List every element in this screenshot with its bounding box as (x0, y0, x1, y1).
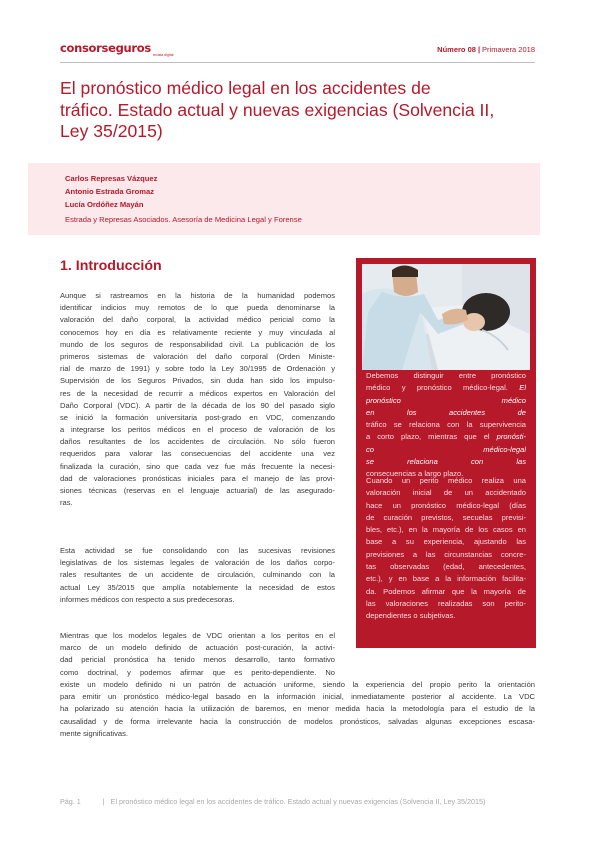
highlight-line: tas observadas (edad, antecedentes, (366, 562, 526, 572)
highlight-line (366, 382, 526, 394)
highlight-line: base a su experiencia, ajustando las (366, 537, 526, 547)
paragraph-intro-2 (60, 545, 335, 606)
title-line: Ley 35/2015) (60, 121, 163, 141)
text-line: identificar indicios muy remotos de lo que pueda denominarse la (60, 303, 335, 313)
text-line: Supervisión de los Seguros Privados, sin duda han sido los impulso- (60, 376, 335, 386)
highlight-line: de curación previstos, secuelas previsi- (366, 512, 526, 522)
text-line: para emitir un pronóstico médico-legal basado en la información inicial, inmediatamente posterior al accidente. La VDC (60, 692, 535, 702)
logo-subtext: revista digital (153, 53, 174, 57)
highlight-emphasis: se relaciona con las (366, 457, 526, 467)
text-line: dad de valoraciones pronósticas iniciales para el manejo de las provi- (60, 473, 335, 483)
text-line: primeros sistemas de valoración del daño corporal (Orden Ministe- (60, 351, 335, 361)
highlight-paragraph-2 (366, 475, 526, 623)
page-number: Pág. 1 (60, 797, 81, 806)
author-name: Carlos Represas Vázquez (65, 174, 158, 183)
section-heading: 1. Introducción (60, 258, 162, 274)
highlight-emphasis: co médico-legal (366, 444, 526, 454)
text-line: Mientras que los modelos legales de VDC orientan a los peritos en el (60, 631, 335, 640)
footer-separator: | (102, 797, 105, 806)
highlight-text: médico y pronóstico médico-legal. (366, 383, 520, 393)
highlight-text: consecuencias a largo plazo. (366, 469, 464, 479)
highlight-emphasis: pronóstico médico (366, 395, 526, 405)
text-line: a integrarse los peritos médicos en el proceso de valoración de los (60, 425, 335, 435)
text-line: mente significativas. (60, 728, 128, 738)
header-bar (60, 41, 535, 63)
text-line: se inició la formación universitaria post-grado en VDC, comenzando (60, 412, 335, 422)
highlight-line: Cuando un perito médico realiza una (366, 476, 526, 485)
issue-season: Primavera 2018 (482, 45, 535, 54)
paragraph-intro-3-wide (60, 679, 535, 740)
highlight-line: dependientes o subjetivas. (366, 611, 456, 621)
author-affiliation: Estrada y Represas Asociados. Asesoría de Medicina Legal y Forense (65, 215, 302, 224)
text-line: siones técnicas (reservas en el lenguaje actuarial) de las asegurado- (60, 486, 335, 495)
highlight-line (366, 456, 526, 468)
text-line: valoración del daño corporal, la actividad médico pericial como la (60, 315, 335, 325)
authors-box (28, 163, 540, 235)
text-line: ras. (60, 498, 73, 508)
text-line: causalidad y de forma irrelevante hacia la construcción de modelos pronósticos, salvadas algunas excepciones escasa- (60, 716, 535, 726)
highlight-text: tráfico se relaciona con la supervivencia (366, 420, 526, 430)
text-line: rales resultantes de un accidente de circulación, culminando con la (60, 570, 335, 580)
title-line: tráfico. Estado actual y nuevas exigencias (Solvencia II, (60, 99, 495, 120)
text-line: actual Ley 35/2015 que amplía notablemente la necesidad de estos (60, 582, 335, 592)
highlight-line (366, 419, 526, 431)
highlight-line (366, 370, 526, 382)
highlight-line: las valoraciones realizadas son perito- (366, 598, 526, 608)
text-line: existe un modelo definido ni un patrón de actuación uniforme, siendo la experiencia del propio perito la orientación (60, 680, 535, 689)
text-line: Daño Corporal (VDC). A partir de la década de los 90 del pasado siglo (60, 400, 335, 410)
highlight-text: a corto plazo, mientras que el (366, 432, 497, 442)
highlight-emphasis: El (519, 383, 526, 393)
text-line: res de la necesidad de recurrir a médicos expertos en Valoración del (60, 388, 335, 398)
text-line: Esta actividad se fue consolidando con las sucesivas revisiones (60, 546, 335, 555)
text-line: mundo de los seguros de responsabilidad civil. La publicación de los (60, 339, 335, 349)
text-line: rial de marzo de 1991) y sobre todo la Ley 30/1995 de Ordenación y (60, 364, 335, 374)
issue-info (437, 45, 535, 54)
text-line: marco de un modelo definido de actuación post-curación, la activi- (60, 643, 335, 653)
highlight-line (366, 407, 526, 419)
footer-running-title: El pronóstico médico legal en los accidentes de tráfico. Estado actual y nuevas exigencias (Solvencia II, Ley 35/2015) (110, 797, 486, 806)
text-line: legislativas de los sistemas legales de valoración de los daños corpo- (60, 558, 335, 568)
text-line: dad pericial pronóstica ha tenido menos desarrollo, tanto formativo (60, 655, 335, 665)
highlight-paragraph-1 (366, 370, 526, 481)
issue-number: Número 08 (437, 45, 476, 54)
title-line: El pronóstico médico legal en los accidentes de (60, 78, 431, 98)
page-footer (60, 797, 485, 806)
text-line: daños resultantes de los accidentes de circulación. No sólo fueron (60, 437, 335, 447)
author-name: Antonio Estrada Gromaz (65, 187, 155, 196)
highlight-line: da. Podemos afirmar que la mayoría de (366, 586, 526, 596)
text-line: informes médicos con respecto a sus predecesoras. (60, 594, 235, 604)
text-line: conocemos hoy en día es relativamente reciente y muy vinculada al (60, 327, 335, 337)
highlight-line: bles, etc.), en la mayoría de los casos en (366, 525, 526, 535)
highlight-line (366, 444, 526, 456)
highlight-text: Debemos distinguir entre pronóstico (366, 371, 526, 380)
paragraph-intro-1 (60, 290, 335, 509)
author-name: Lucía Ordóñez Mayán (65, 200, 144, 209)
highlight-line: hace un pronóstico médico-legal (días (366, 500, 526, 510)
issue-separator: | (477, 45, 481, 54)
highlight-emphasis: pronósti- (496, 432, 526, 442)
text-line: Aunque si rastreamos en la historia de la humanidad podemos (60, 291, 335, 300)
highlight-line (366, 431, 526, 443)
text-line: como doctrinal, y podemos afirmar que es perito-dependiente. No (60, 667, 335, 677)
article-title (60, 78, 540, 143)
text-line: ha polarizado su atención hacia la utilización de baremos, en menor medida hacia la metodología para el estudio de la (60, 704, 535, 714)
highlight-line: previsiones a las circunstancias concre- (366, 549, 526, 559)
text-line: requeridos para valorar las consecuencias del accidente una vez (60, 449, 335, 459)
highlight-emphasis: en los accidentes de (366, 407, 526, 417)
highlight-line (366, 395, 526, 407)
consorseguros-logo: consorseguros (60, 41, 151, 55)
paragraph-intro-3 (60, 630, 335, 679)
highlight-line: etc.), y en base a la información facilita- (366, 574, 526, 584)
highlight-line: valoración inicial de un accidentado (366, 488, 526, 498)
text-line: finalizada la curación, sino que cada vez fue más frecuente la necesi- (60, 461, 335, 471)
medical-exam-photo (362, 264, 530, 370)
